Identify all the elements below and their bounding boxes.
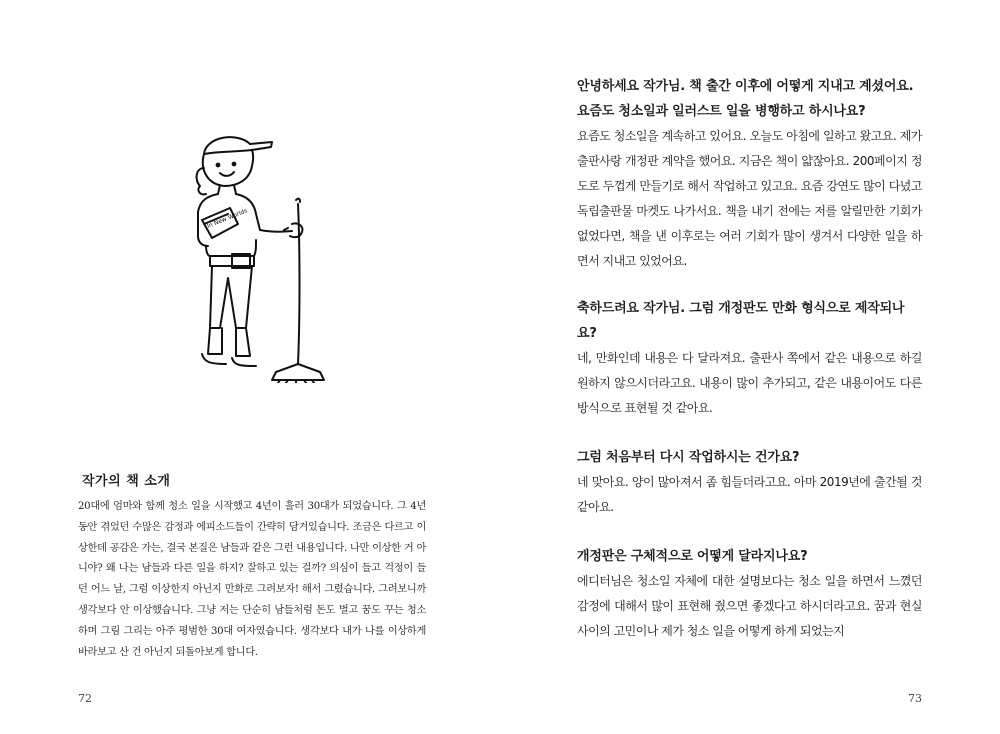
intro-body-text: 20대에 엄마와 함께 청소 일을 시작했고 4년이 흘러 30대가 되었습니다. 그 4년 동안 겪었던 수많은 감정과 에피소드들이 간략히 담겨있습니다. 조금은 다르고 이상한데 공감은 가는, 결국 본질은 남들과 같은 그런 내용입니다. 나만 이상한 거 아니야? 왜 나는 남들과 다른 일을 하지? 잘하고 있는 걸까? 의심이 들고 걱정이 들던 어느 날, 그럼 이상한지 아닌지 만화로 그려보자! 해서 그렸습니다. 그려보니까 생각보다 안 이상했습니다. 그냥 저는 단순히 남들처럼 돈도 벌고 꿈도 꾸는 청소 하며 그림 그리는 아주 평범한 30대 여자였습니다. 생각보다 내가 나를 이상하게 바라보고 산 건 아닌지 되돌아보게 합니다. [78, 501, 426, 658]
right-page [500, 0, 1000, 734]
qa-block [577, 445, 922, 520]
qa-block [577, 296, 922, 421]
interview-answer: 네 맞아요. 양이 많아져서 좀 힘들더라고요. 아마 2019년에 출간될 것 같아요. [577, 475, 922, 514]
page-number-right: 73 [908, 692, 922, 705]
interview-question: 축하드려요 작가님. 그럼 개정판도 만화 형식으로 제작되나요? [577, 301, 905, 341]
interview-answer: 요즘도 청소일을 계속하고 있어요. 오늘도 아침에 일하고 왔고요. 제가 출판사랑 개정판 계약을 했어요. 지금은 책이 얇잖아요. 200페이지 정도로 두껍게 만들기로 해서 작업하고 있고요. 요즘 강연도 많이 다녔고 독립출판물 마켓도 나가서요. 책을 내기 전에는 저를 알릴만한 기회가 없었다면, 책을 낸 이후로는 여러 기회가 많이 생겨서 다양한 일을 하면서 지내고 있었어요. [577, 129, 922, 268]
page-number-left: 72 [78, 692, 92, 705]
interview-question: 안녕하세요 작가님. 책 출간 이후에 어떻게 지내고 계셨어요. 요즘도 청소일과 일러스트 일을 병행하고 하시나요? [577, 79, 914, 119]
qa-block [577, 544, 922, 644]
interview-answer: 네, 만화인데 내용은 다 달라져요. 출판사 쪽에서 같은 내용으로 하길 원하지 않으시더라고요. 내용이 많이 추가되고, 같은 내용이어도 다른 방식으로 표현될 것 같아요. [577, 351, 922, 415]
interview-answer: 에디터님은 청소일 자체에 대한 설명보다는 청소 일을 하면서 느꼈던 감정에 대해서 많이 표현해 줬으면 좋겠다고 하시더라고요. 꿈과 현실 사이의 고민이나 제가 청소 일을 어떻게 하게 되었는지 [577, 574, 922, 638]
interview-question: 그럼 처음부터 다시 작업하시는 건가요? [577, 450, 800, 465]
interview-question: 개정판은 구체적으로 어떻게 달라지나요? [577, 549, 808, 564]
intro-section-title: 작가의 책 소개 [82, 474, 171, 489]
cleaner-with-mop-illustration [180, 128, 330, 383]
qa-block [577, 74, 922, 274]
sign-text: In New Worlds [206, 207, 249, 230]
